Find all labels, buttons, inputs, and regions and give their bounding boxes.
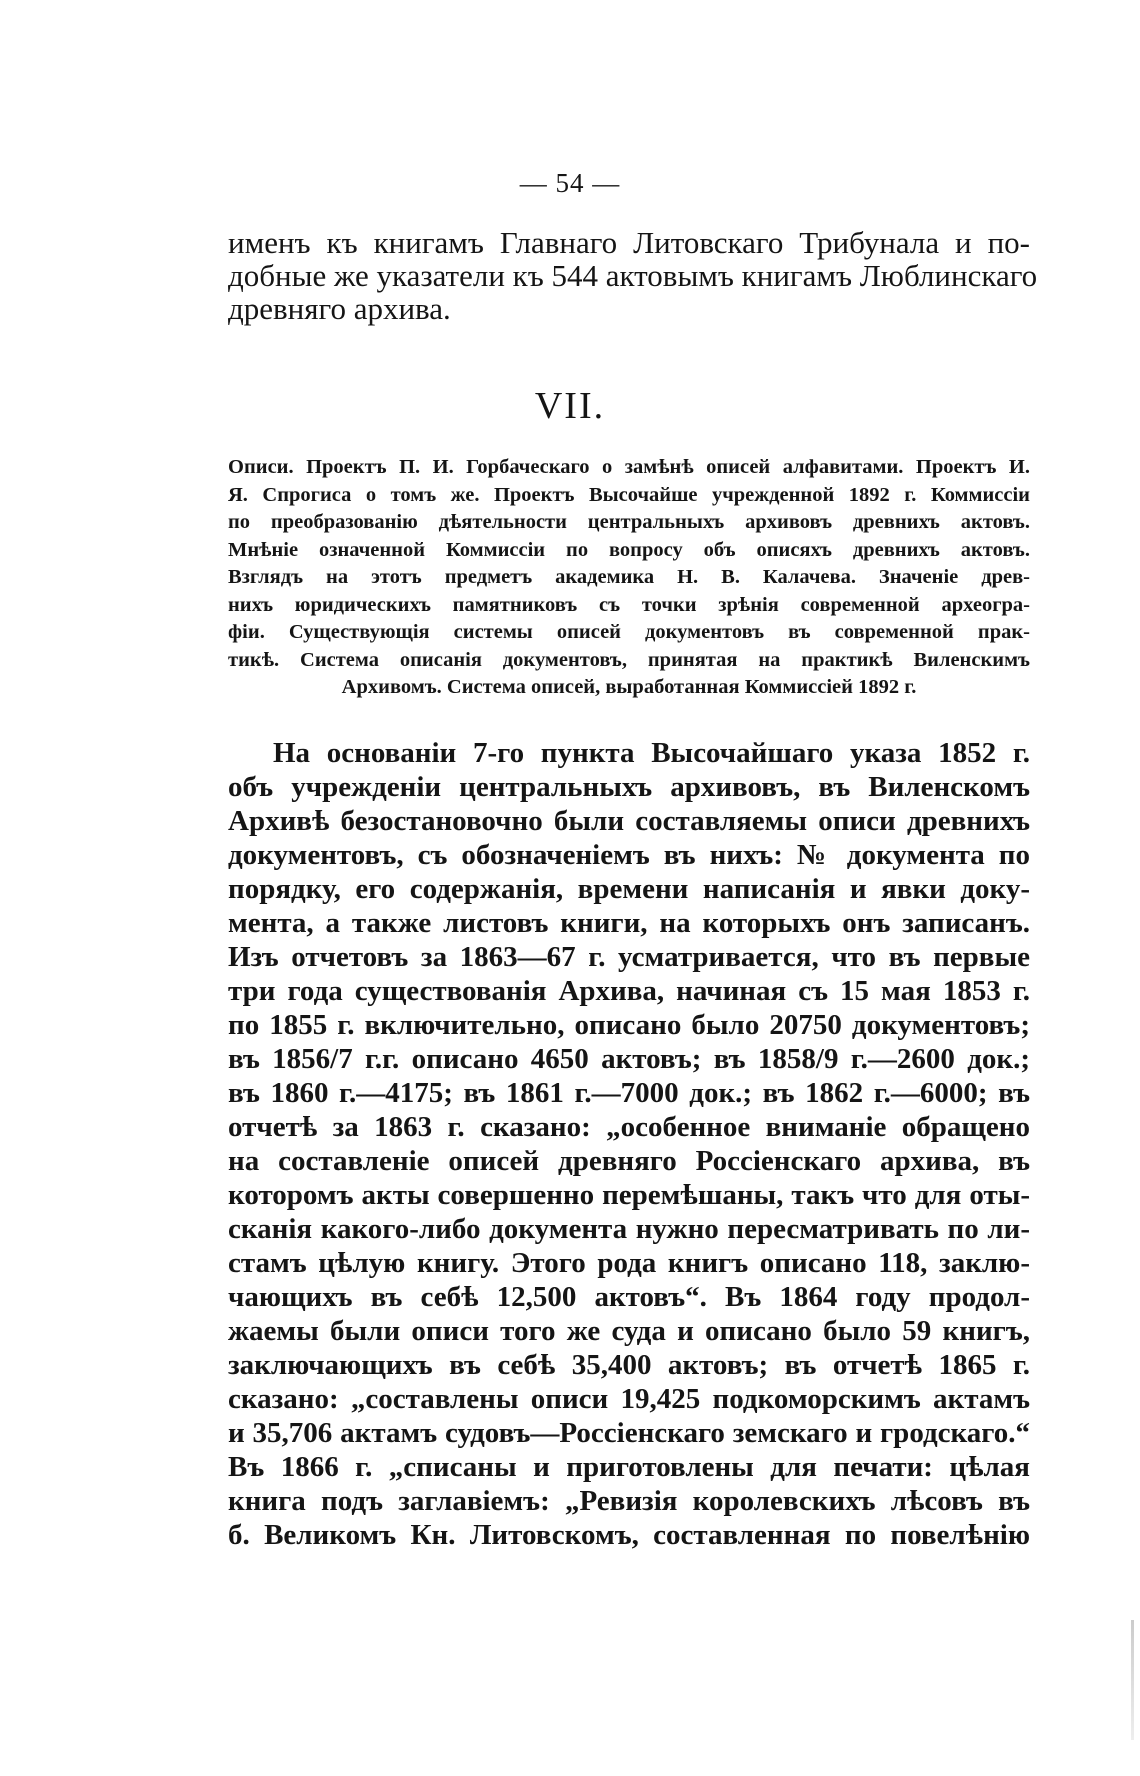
- body-line: порядку, его содержанія, времени написанія и явки доку-: [228, 873, 1030, 905]
- body-line: сказано: „составлены описи 19,425 подкоморскимъ актамъ: [228, 1383, 1030, 1415]
- summary-line: тикѣ. Система описанія документовъ, принятая на практикѣ Виленскимъ: [228, 648, 1030, 671]
- summary-line: по преобразованію дѣятельности центральныхъ архивовъ древнихъ актовъ.: [228, 511, 1030, 533]
- body-line: которомъ акты совершенно перемѣшаны, такъ что для оты-: [228, 1179, 1030, 1211]
- body-line: на составленіе описей древняго Россіенскаго архива, въ: [228, 1145, 1030, 1177]
- body-line: Въ 1866 г. „списаны и приготовлены для печати: цѣлая: [228, 1451, 1030, 1483]
- intro-line: древняго архива.: [228, 291, 451, 326]
- summary-line: Взглядъ на этотъ предметъ академика Н. В. Калачева. Значеніе древ-: [228, 566, 1030, 588]
- intro-line: добные же указатели къ 544 актовымъ книгамъ Люблинскаго: [228, 258, 1038, 293]
- intro-line: именъ къ книгамъ Главнаго Литовскаго Трибунала и по-: [228, 225, 1030, 260]
- body-line: отчетѣ за 1863 г. сказано: „особенное вниманіе обращено: [228, 1111, 1030, 1143]
- body-line: три года существованія Архива, начиная съ 15 мая 1853 г.: [228, 975, 1030, 1007]
- summary-line: Архивомъ. Система описей, выработанная Коммиссіей 1892 г.: [341, 676, 917, 698]
- intro-paragraph: [228, 225, 1038, 326]
- body-line: въ 1856/7 г.г. описано 4650 актовъ; въ 1858/9 г.—2600 док.;: [228, 1043, 1030, 1075]
- body-line: объ учрежденіи центральныхъ архивовъ, въ Виленскомъ: [228, 771, 1030, 803]
- chapter-heading: VII.: [534, 385, 606, 427]
- summary-line: Описи. Проектъ П. И. Горбаческаго о замѣнѣ описей алфавитами. Проектъ И.: [228, 456, 1030, 478]
- summary-line: фіи. Существующія системы описей документовъ въ современной прак-: [228, 621, 1030, 643]
- summary-line: Мнѣніе означенной Коммиссіи по вопросу объ описяхъ древнихъ актовъ.: [228, 538, 1030, 561]
- summary-line: нихъ юридическихъ памятниковъ съ точки зрѣнія современной археогра-: [228, 593, 1030, 616]
- body-line: въ 1860 г.—4175; въ 1861 г.—7000 док.; въ 1862 г.—6000; въ: [228, 1077, 1030, 1109]
- body-paragraph: [228, 736, 1030, 1552]
- body-line: сканія какого-либо документа нужно пересматривать по ли-: [228, 1213, 1030, 1245]
- body-line: документовъ, съ обозначеніемъ въ нихъ: № документа по: [228, 839, 1030, 871]
- body-line: и 35,706 актамъ судовъ—Россіенскаго земскаго и гродскаго.“: [228, 1417, 1030, 1449]
- body-line: мента, а также листовъ книги, на которыхъ онъ записанъ.: [228, 907, 1030, 939]
- body-line: Изъ отчетовъ за 1863—67 г. усматривается, что въ первые: [228, 941, 1030, 973]
- scan-edge-shadow: [1131, 1620, 1134, 1740]
- body-line: заключающихъ въ себѣ 35,400 актовъ; въ отчетѣ 1865 г.: [228, 1349, 1030, 1381]
- body-line: Архивѣ безостановочно были составляемы описи древнихъ: [228, 805, 1030, 837]
- body-line: по 1855 г. включительно, описано было 20750 документовъ;: [228, 1009, 1030, 1041]
- body-line: книга подъ заглавіемъ: „Ревизія королевскихъ лѣсовъ въ: [228, 1485, 1030, 1517]
- body-line: На основаніи 7-го пункта Высочайшаго указа 1852 г.: [273, 737, 1030, 769]
- body-line: жаемы были описи того же суда и описано было 59 книгъ,: [228, 1315, 1030, 1347]
- chapter-summary: [228, 454, 1030, 702]
- body-line: стамъ цѣлую книгу. Этого рода книгъ описано 118, заклю-: [228, 1247, 1030, 1279]
- body-line: б. Великомъ Кн. Литовскомъ, составленная по повелѣнію: [228, 1519, 1030, 1551]
- page-number: — 54 —: [519, 168, 621, 198]
- body-line: чающихъ въ себѣ 12,500 актовъ“. Въ 1864 году продол-: [228, 1281, 1030, 1313]
- summary-line: Я. Спрогиса о томъ же. Проектъ Высочайше учрежденной 1892 г. Коммиссіи: [228, 483, 1030, 506]
